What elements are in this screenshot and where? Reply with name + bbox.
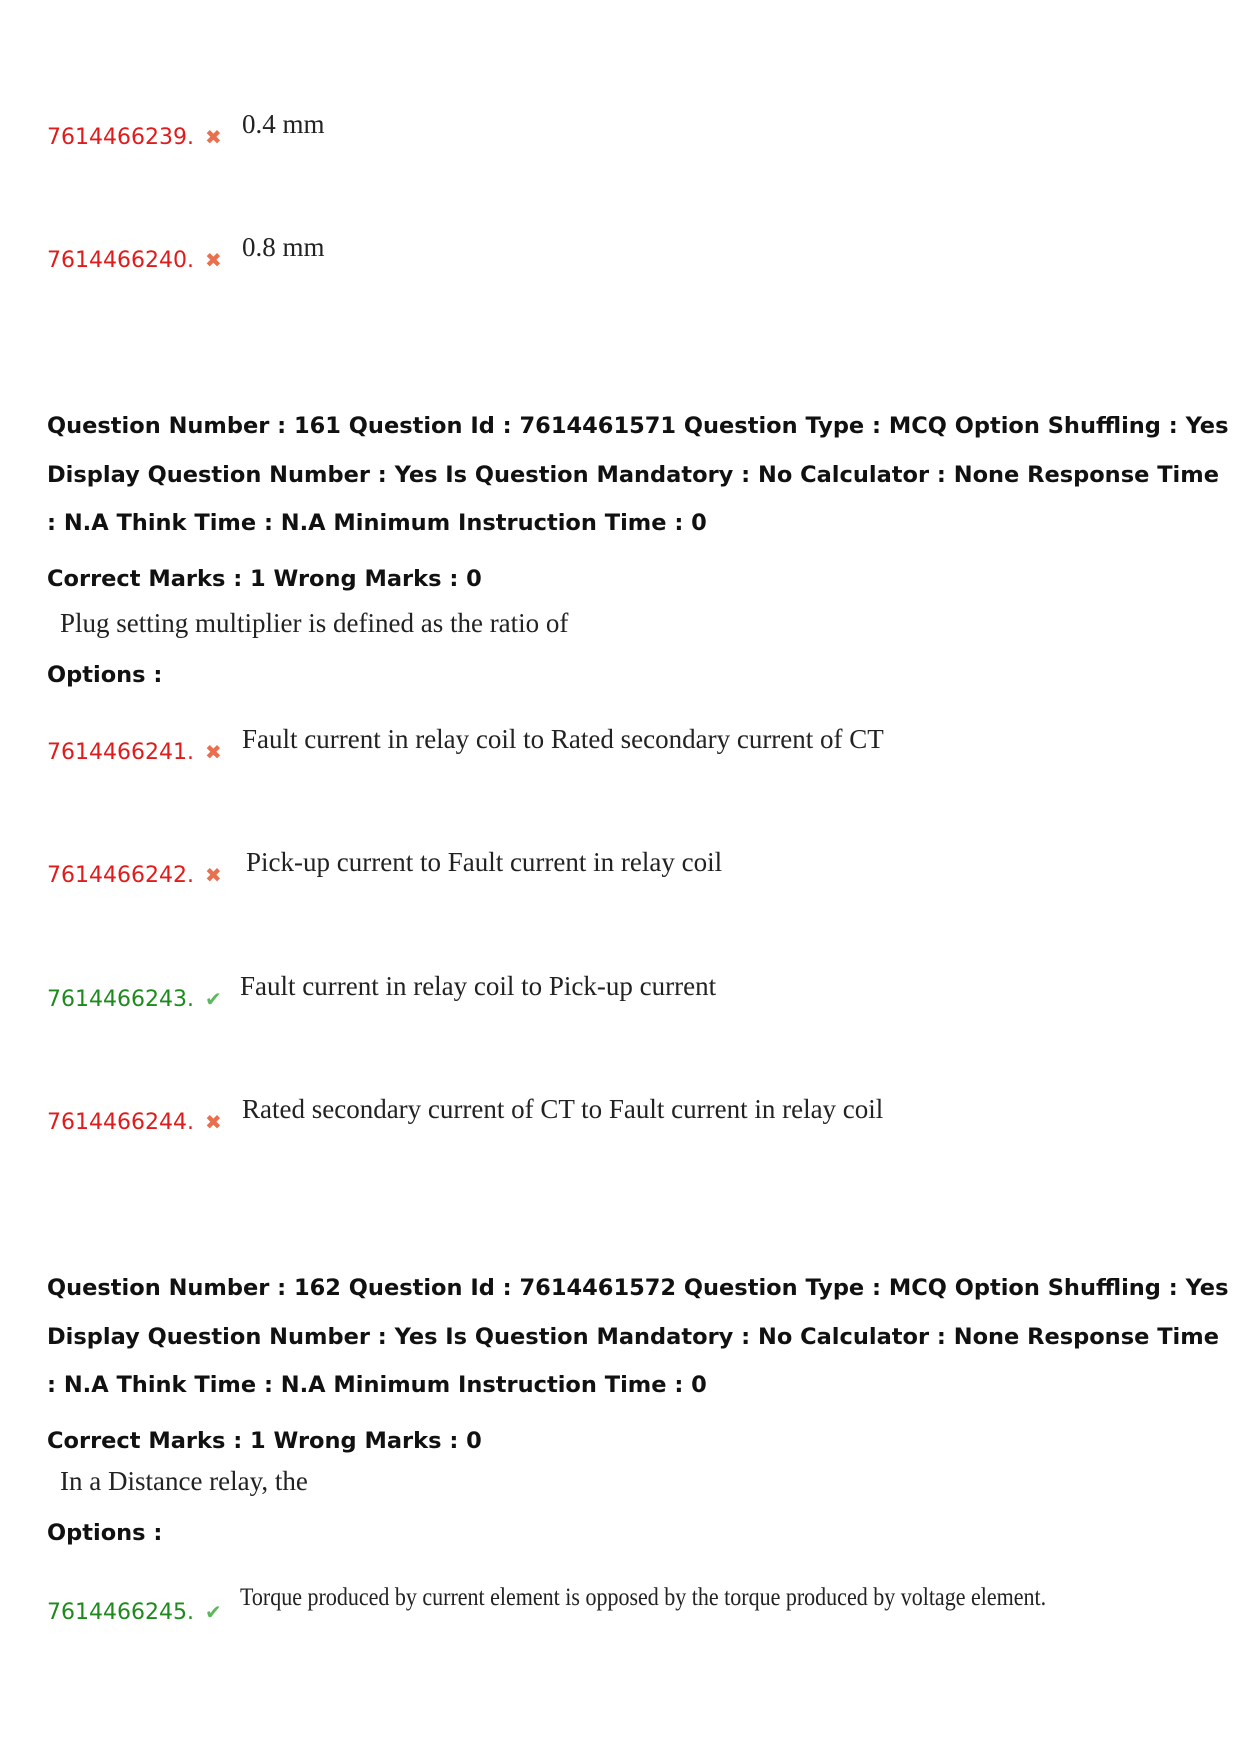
check-icon: ✔ bbox=[205, 987, 222, 1011]
cross-icon: ✖ bbox=[205, 740, 222, 764]
question-text: Plug setting multiplier is defined as the ratio of bbox=[60, 608, 569, 638]
option-text: Torque produced by current element is opposed by the torque produced by voltage element. bbox=[240, 1584, 1047, 1611]
option-text: Fault current in relay coil to Pick-up current bbox=[240, 971, 717, 1001]
question-text: In a Distance relay, the bbox=[60, 1466, 308, 1496]
options-label: Options : bbox=[47, 662, 163, 688]
option-text: 0.4 mm bbox=[242, 109, 325, 139]
option-id: 7614466244. bbox=[47, 1110, 194, 1135]
marks-info: Correct Marks : 1 Wrong Marks : 0 bbox=[47, 1428, 482, 1454]
option-text: 0.8 mm bbox=[242, 232, 325, 262]
header-line: Question Number : 162 Question Id : 7614461572 Question Type : MCQ Option Shuffling : Yes bbox=[47, 1275, 1229, 1301]
marks-info: Correct Marks : 1 Wrong Marks : 0 bbox=[47, 566, 482, 592]
cross-icon: ✖ bbox=[205, 248, 222, 272]
option-id: 7614466245. bbox=[47, 1600, 194, 1625]
header-line: : N.A Think Time : N.A Minimum Instruction Time : 0 bbox=[47, 510, 707, 536]
cross-icon: ✖ bbox=[205, 863, 222, 887]
options-label: Options : bbox=[47, 1520, 163, 1546]
cross-icon: ✖ bbox=[205, 1110, 222, 1134]
option-text: Rated secondary current of CT to Fault current in relay coil bbox=[242, 1094, 884, 1124]
question-header bbox=[47, 1264, 1229, 1410]
header-line: : N.A Think Time : N.A Minimum Instruction Time : 0 bbox=[47, 1372, 707, 1398]
cross-icon: ✖ bbox=[205, 125, 222, 149]
option-id: 7614466239. bbox=[47, 125, 194, 150]
option-id: 7614466243. bbox=[47, 987, 194, 1012]
option-id: 7614466240. bbox=[47, 248, 194, 273]
option-text: Pick-up current to Fault current in relay coil bbox=[246, 847, 723, 877]
check-icon: ✔ bbox=[205, 1600, 222, 1624]
option-text: Fault current in relay coil to Rated secondary current of CT bbox=[242, 724, 884, 754]
option-id: 7614466242. bbox=[47, 863, 194, 888]
question-header bbox=[47, 402, 1229, 548]
header-line: Display Question Number : Yes Is Question Mandatory : No Calculator : None Response Time bbox=[47, 461, 1219, 488]
header-line: Display Question Number : Yes Is Question Mandatory : No Calculator : None Response Time bbox=[47, 1323, 1219, 1350]
header-line: Question Number : 161 Question Id : 7614461571 Question Type : MCQ Option Shuffling : Yes bbox=[47, 413, 1229, 439]
option-id: 7614466241. bbox=[47, 740, 194, 765]
